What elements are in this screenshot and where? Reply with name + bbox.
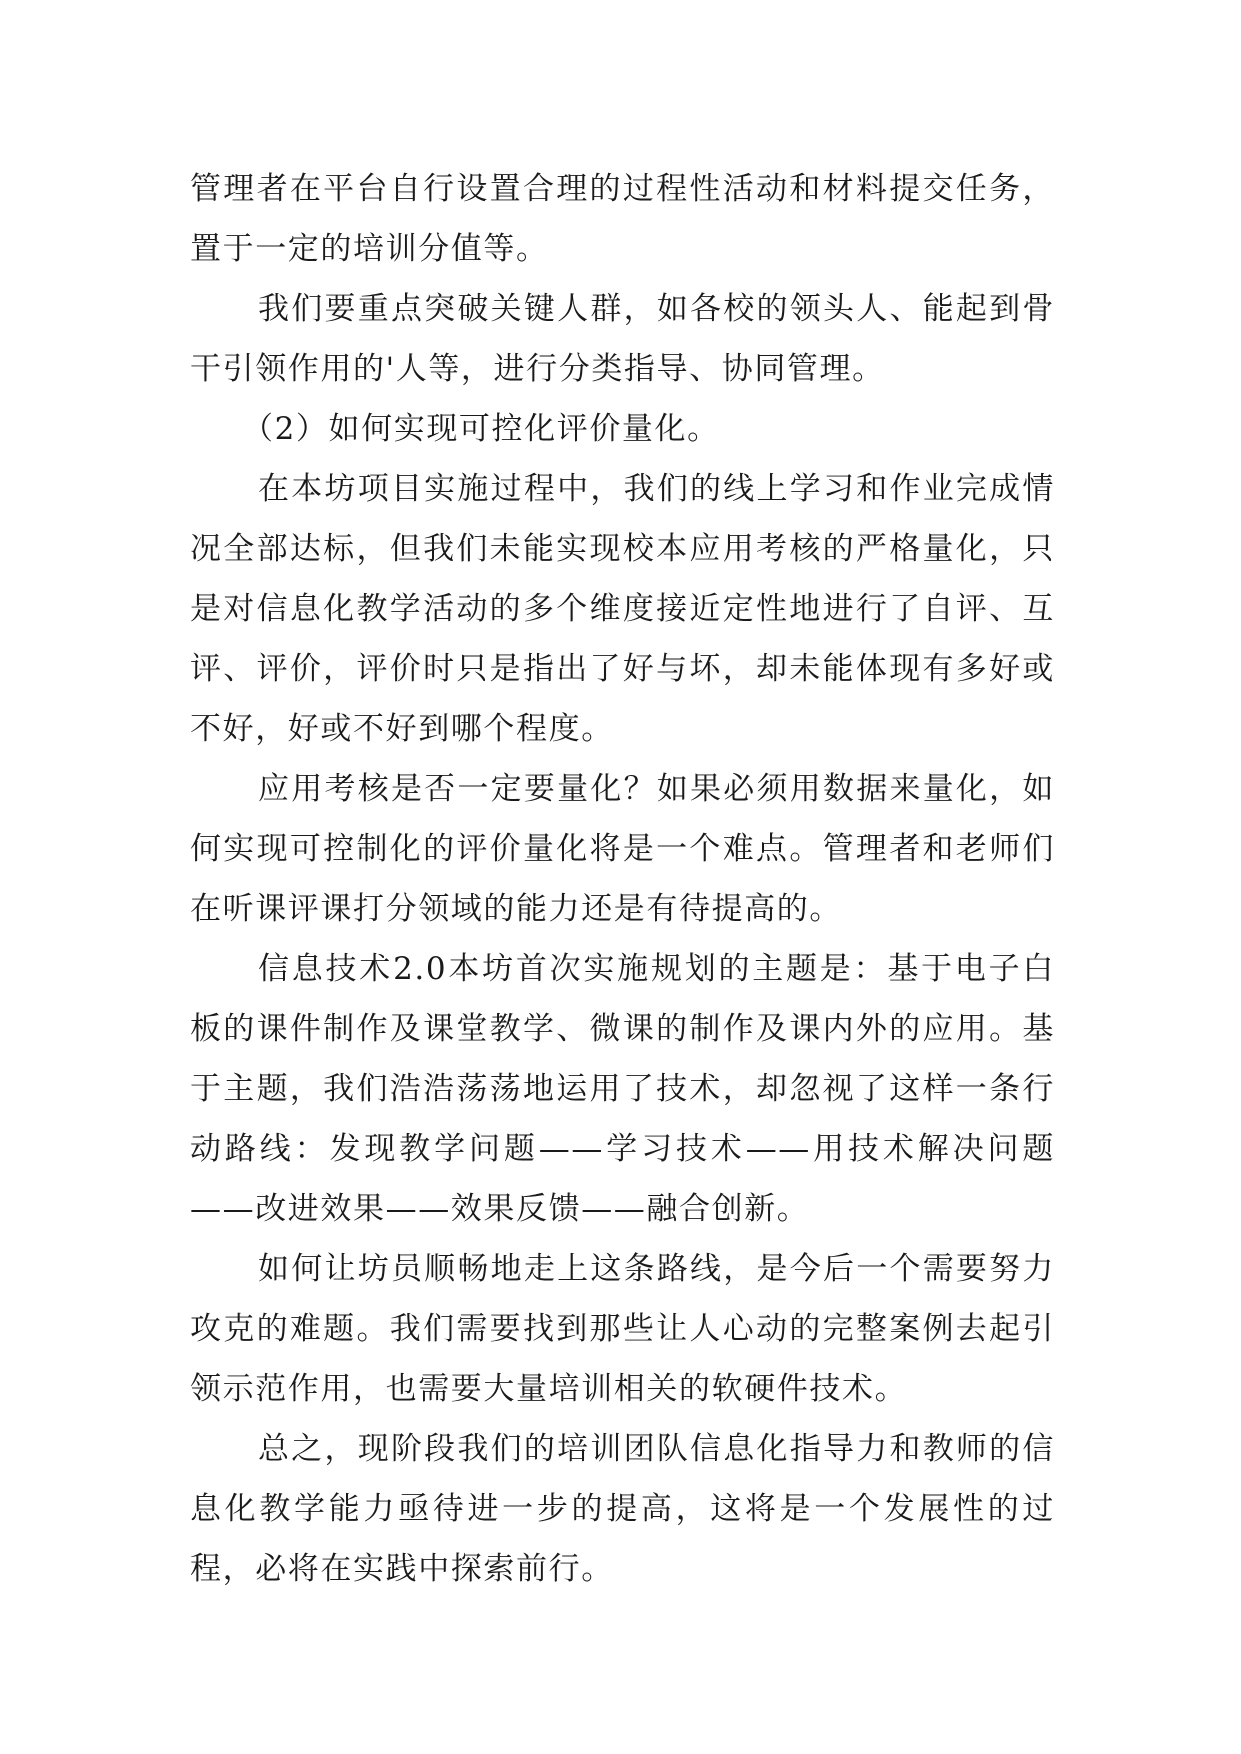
document-body: [190, 159, 1055, 1599]
paragraph-4: 应用考核是否一定要量化？如果必须用数据来量化，如何实现可控制化的评价量化将是一个难点。管理者和老师们在听课评课打分领域的能力还是有待提高的。: [190, 771, 1055, 927]
paragraph-6: 如何让坊员顺畅地走上这条路线，是今后一个需要努力攻克的难题。我们需要找到那些让人心动的完整案例去起引领示范作用，也需要大量培训相关的软硬件技术。: [190, 1251, 1055, 1407]
paragraph-7: 总之，现阶段我们的培训团队信息化指导力和教师的信息化教学能力亟待进一步的提高，这将是一个发展性的过程，必将在实践中探索前行。: [190, 1431, 1055, 1587]
paragraph-1: 管理者在平台自行设置合理的过程性活动和材料提交任务，置于一定的培训分值等。: [190, 171, 1055, 267]
paragraph-3: 在本坊项目实施过程中，我们的线上学习和作业完成情况全部达标，但我们未能实现校本应用考核的严格量化，只是对信息化教学活动的多个维度接近定性地进行了自评、互评、评价，评价时只是指出了好与坏，却未能体现有多好或不好，好或不好到哪个程度。: [190, 471, 1055, 747]
paragraph-2: 我们要重点突破关键人群，如各校的领头人、能起到骨干引领作用的'人等，进行分类指导、协同管理。: [190, 291, 1055, 387]
section-heading: （2）如何实现可控化评价量化。: [242, 411, 720, 447]
paragraph-5: 信息技术2.0本坊首次实施规划的主题是：基于电子白板的课件制作及课堂教学、微课的制作及课内外的应用。基于主题，我们浩浩荡荡地运用了技术，却忽视了这样一条行动路线：发现教学问题——学习技术——用技术解决问题——改进效果——效果反馈——融合创新。: [190, 951, 1055, 1227]
